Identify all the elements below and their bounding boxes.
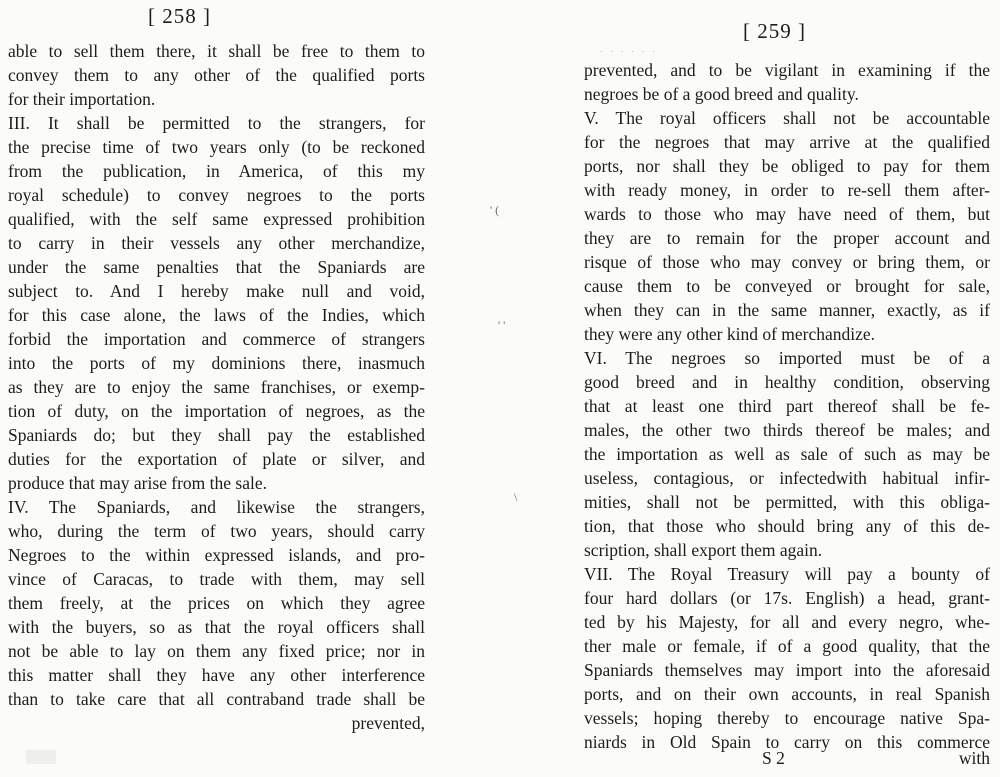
text-line: to carry in their vessels any other merchandize, xyxy=(8,233,425,253)
text-line: that at least one third part thereof shall be fe- xyxy=(584,396,990,416)
gutter-mark: \ xyxy=(514,490,518,504)
signature-mark: S 2 xyxy=(762,748,785,768)
right-page-number: [ 259 ] xyxy=(743,19,806,43)
text-line: useless, contagious, or infectedwith habitual infir- xyxy=(584,468,990,488)
text-line: this matter shall they have any other interference xyxy=(8,665,425,685)
text-line: as they are to enjoy the same franchises, or exemp- xyxy=(8,377,425,397)
text-line: duties for the exportation of plate or silver, and xyxy=(8,449,425,469)
text-line: convey them to any other of the qualified ports xyxy=(8,65,425,85)
text-line: royal schedule) to convey negroes to the ports xyxy=(8,185,425,205)
text-line: III. It shall be permitted to the strangers, for xyxy=(8,113,425,133)
text-line: under the same penalties that the Spaniards are xyxy=(8,257,425,277)
text-line: the importation as well as sale of such as may be xyxy=(584,444,990,464)
text-line: Negroes to the within expressed islands, and pro- xyxy=(8,545,425,565)
text-line: wards to those who may have need of them, but xyxy=(584,204,990,224)
text-line: tion, that those who should bring any of this de- xyxy=(584,516,990,536)
text-line: niards in Old Spain to carry on this commerce xyxy=(584,732,990,752)
text-line: prevented, and to be vigilant in examining if the xyxy=(584,60,990,80)
text-line: V. The royal officers shall not be accountable xyxy=(584,108,990,128)
text-line: for their importation. xyxy=(8,89,156,109)
text-line: into the ports of my dominions there, inasmuch xyxy=(8,353,425,373)
text-line: IV. The Spaniards, and likewise the strangers, xyxy=(8,497,425,517)
text-line: with the buyers, so as that the royal officers shall xyxy=(8,617,425,637)
text-line: prevented, xyxy=(351,713,425,733)
text-line: ted by his Majesty, for all and every negro, whe- xyxy=(584,612,990,632)
text-line: when they can in the same manner, exactly, as if xyxy=(584,300,990,320)
text-line: for the negroes that may arrive at the qualified xyxy=(584,132,990,152)
text-line: good breed and in healthy condition, observing xyxy=(584,372,990,392)
gutter-mark: ' ( xyxy=(490,203,500,217)
text-line: VII. The Royal Treasury will pay a bounty of xyxy=(584,564,990,584)
text-line: Spaniards themselves may import into the aforesaid xyxy=(584,660,990,680)
catchword: with xyxy=(958,748,990,768)
text-line: not be able to lay on them any fixed price; nor in xyxy=(8,641,425,661)
text-line: for this case alone, the laws of the Indies, which xyxy=(8,305,425,325)
text-line: scription, shall export them again. xyxy=(584,540,823,560)
gutter-mark: ' ' xyxy=(498,318,506,332)
text-line: them freely, at the prices on which they agree xyxy=(8,593,425,613)
page-smudge xyxy=(26,750,56,764)
text-line: VI. The negroes so imported must be of a xyxy=(584,348,990,368)
text-line: ther male or female, if of a good quality, that the xyxy=(584,636,990,656)
text-line: mities, shall not be permitted, with this obliga- xyxy=(584,492,990,512)
text-line: Spaniards do; but they shall pay the established xyxy=(8,425,425,445)
text-line: produce that may arise from the sale. xyxy=(8,473,267,493)
text-line: tion of duty, on the importation of negroes, as the xyxy=(8,401,425,421)
text-line: qualified, with the self same expressed prohibition xyxy=(8,209,425,229)
text-line: from the publication, in America, of this my xyxy=(8,161,425,181)
text-line: risque of those who may convey or bring them, or xyxy=(584,252,990,272)
text-line: they are to remain for the proper account and xyxy=(584,228,990,248)
left-page-body xyxy=(0,39,425,735)
left-page-number: [ 258 ] xyxy=(148,4,211,28)
text-line: able to sell them there, it shall be free to them to xyxy=(8,41,425,61)
text-line: with ready money, in order to re-sell them after- xyxy=(584,180,990,200)
text-line: ports, and on their own accounts, in real Spanish xyxy=(584,684,990,704)
text-line: the precise time of two years only (to be reckoned xyxy=(8,137,425,157)
text-line: ports, nor shall they be obliged to pay for them xyxy=(584,156,990,176)
left-page xyxy=(0,0,425,777)
text-line: vince of Caracas, to trade with them, may sell xyxy=(8,569,425,589)
right-page-body xyxy=(578,58,990,754)
text-line: than to take care that all contraband trade shall be xyxy=(8,689,425,709)
text-line: they were any other kind of merchandize. xyxy=(584,324,876,344)
bleed-through: . . . . . . xyxy=(600,44,658,54)
text-line: forbid the importation and commerce of strangers xyxy=(8,329,425,349)
right-page xyxy=(578,0,990,777)
text-line: subject to. And I hereby make null and void, xyxy=(8,281,425,301)
text-line: four hard dollars (or 17s. English) a head, grant- xyxy=(584,588,990,608)
text-line: cause them to be conveyed or brought for sale, xyxy=(584,276,990,296)
text-line: vessels; hoping thereby to encourage native Spa- xyxy=(584,708,990,728)
text-line: negroes be of a good breed and quality. xyxy=(584,84,859,104)
text-line: who, during the term of two years, should carry xyxy=(8,521,425,541)
gutter xyxy=(470,0,570,777)
text-line: males, the other two thirds thereof be males; and xyxy=(584,420,990,440)
